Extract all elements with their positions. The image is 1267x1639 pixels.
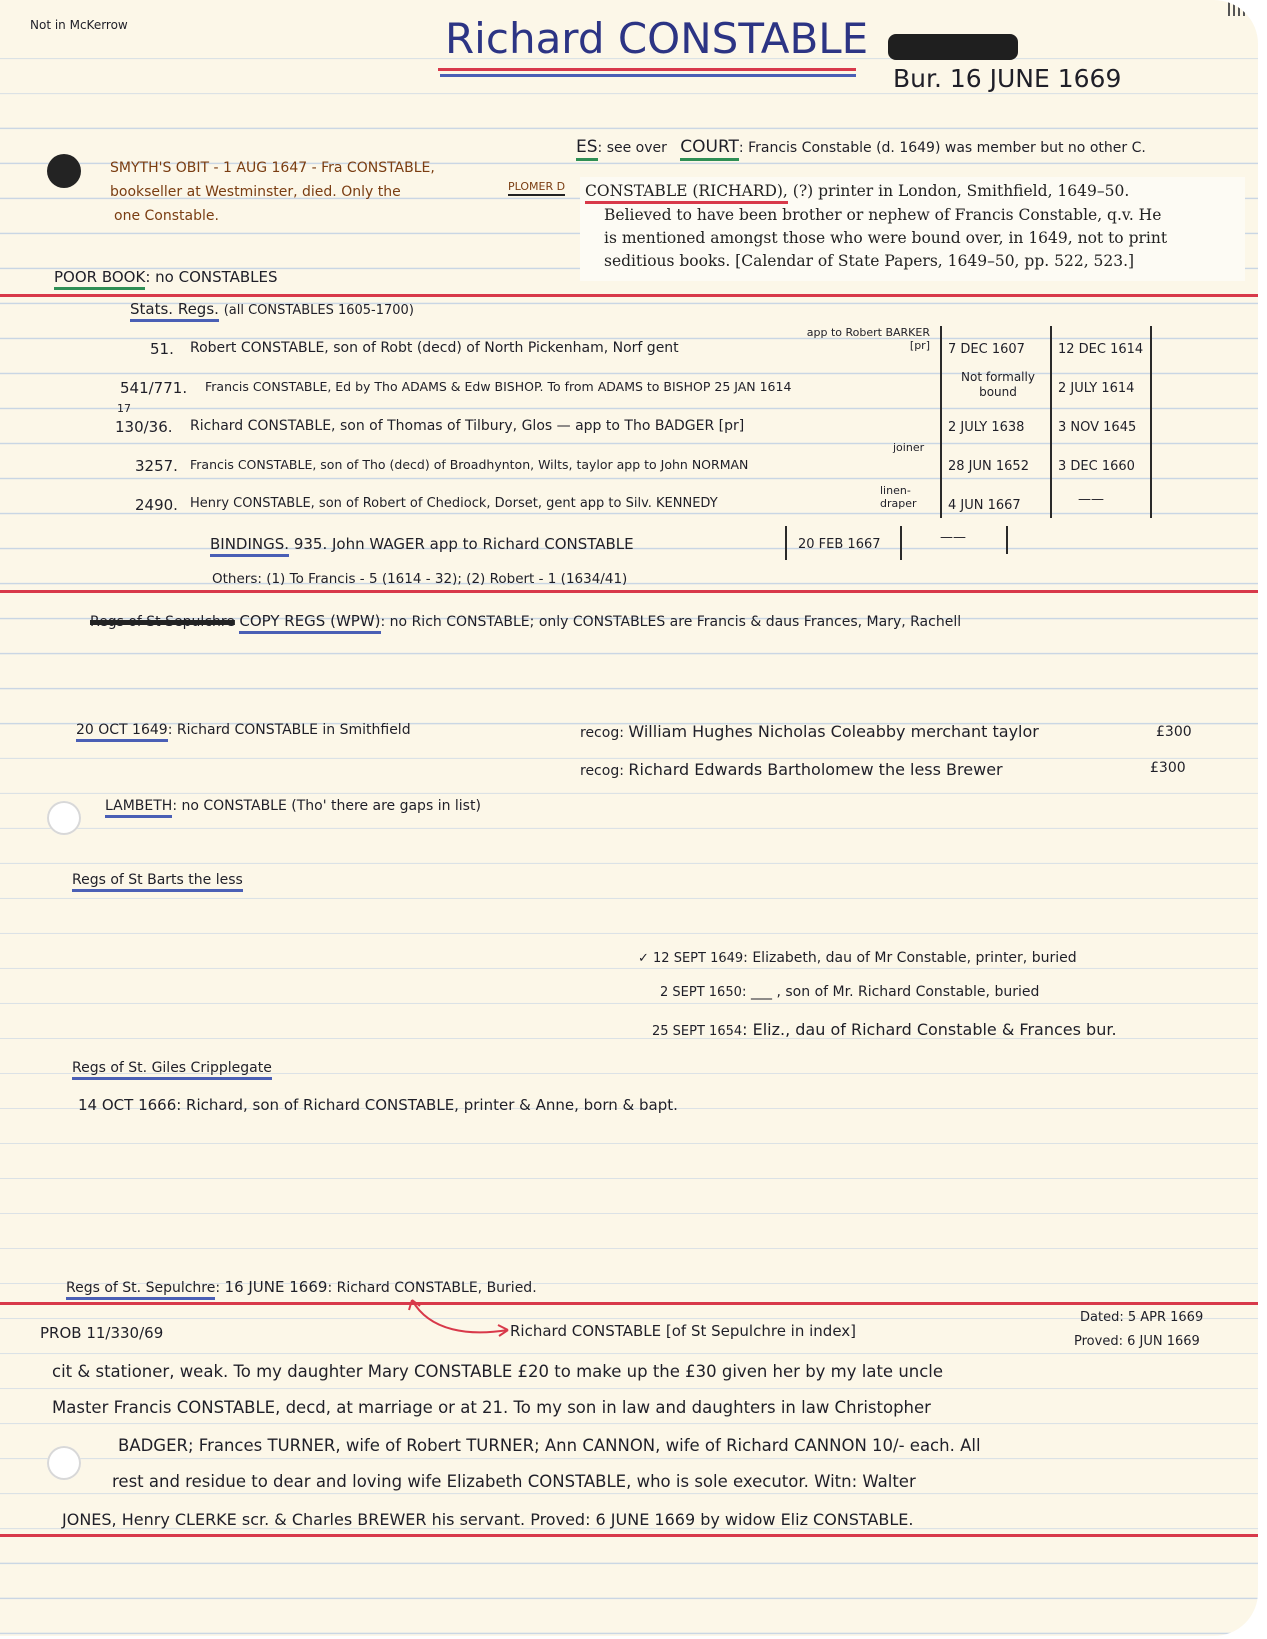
- stats-row-date-2: 2 JULY 1614: [1058, 381, 1135, 396]
- stats-row-text: Richard CONSTABLE, son of Thomas of Tilbury, Glos — app to Tho BADGER [pr]: [190, 418, 745, 434]
- poor-book-line: [54, 268, 278, 286]
- barts-entry-text: : ___ , son of Mr. Richard Constable, buried: [741, 984, 1040, 1000]
- punch-hole: [47, 801, 81, 835]
- bindings-date: 20 FEB 1667: [798, 537, 881, 552]
- stats-row-date-1: 28 JUN 1652: [948, 459, 1029, 474]
- recog-names: William Hughes Nicholas Coleabby merchant taylor: [628, 722, 1039, 741]
- printed-clipping: [580, 177, 1245, 281]
- title-underline-blue: [440, 74, 856, 77]
- clipping-text-1: (?) printer in London, Smithfield, 1649–50.: [792, 182, 1130, 200]
- stats-row-number: 3257.: [135, 457, 178, 475]
- recog-line: [580, 760, 1003, 779]
- punch-hole: [47, 154, 81, 188]
- red-divider: [0, 294, 1258, 297]
- barts-entry-date: 25 SEPT 1654: [652, 1024, 743, 1039]
- struck-heading: Regs of St Sepulchre: [90, 614, 235, 630]
- corner-note: Not in McKerrow: [30, 18, 128, 32]
- clipping-line-4: seditious books. [Calendar of State Papers, 1649–50, pp. 522, 523.]: [604, 252, 1135, 270]
- es-text: : see over: [597, 140, 667, 156]
- copy-regs-text: : no Rich CONSTABLE; only CONSTABLES are Francis & daus Frances, Mary, Rachell: [380, 614, 962, 630]
- sepulchre-line: Regs of St. Sepulchre: 16 JUNE 1669: Richard CONSTABLE, Buried.: [66, 1278, 537, 1296]
- will-line: JONES, Henry CLERKE scr. & Charles BREWER his servant. Proved: 6 JUNE 1669 by widow Eliz CONSTABLE.: [62, 1510, 914, 1529]
- stats-row-number: 130/36.: [115, 418, 173, 436]
- prob-name: Richard CONSTABLE [of St Sepulchre in index]: [510, 1322, 857, 1340]
- recog-prefix: recog:: [580, 725, 624, 741]
- barts-heading: [72, 872, 243, 888]
- stats-row-number: 2490.: [135, 496, 178, 514]
- punch-hole: [47, 1446, 81, 1480]
- stats-row-text: Francis CONSTABLE, son of Tho (decd) of Broadhynton, Wilts, taylor app to John NORMAN: [190, 457, 749, 472]
- barts-label: Regs of St Barts the less: [72, 872, 243, 892]
- recog-amount: £300: [1150, 760, 1186, 776]
- recog-entry-text: : Richard CONSTABLE in Smithfield: [167, 722, 411, 738]
- title-underline-red: [438, 68, 856, 71]
- sepulchre-text: : Richard CONSTABLE, Buried.: [327, 1280, 537, 1296]
- prob-proved: Proved: 6 JUN 1669: [1074, 1334, 1200, 1349]
- stats-regs-label: Stats. Regs.: [130, 300, 219, 322]
- stats-row-text: Robert CONSTABLE, son of Robt (decd) of North Pickenham, Norf gent: [190, 340, 679, 356]
- bindings-text: 935. John WAGER app to Richard CONSTABLE: [293, 535, 634, 553]
- stats-row-number: 541/771.: [120, 379, 188, 397]
- prob-dated: Dated: 5 APR 1669: [1080, 1310, 1204, 1325]
- others-line: Others: (1) To Francis - 5 (1614 - 32); (2) Robert - 1 (1634/41): [212, 571, 628, 587]
- card-edge-marks: [1228, 0, 1258, 16]
- title-surname: CONSTABLE: [617, 14, 869, 63]
- red-divider: [0, 1302, 1258, 1305]
- stats-row-date-2: 3 DEC 1660: [1058, 459, 1135, 474]
- es-court-line: [576, 137, 1146, 157]
- table-rule: [1150, 326, 1152, 518]
- poor-book-label: POOR BOOK: [54, 268, 145, 290]
- lambeth-label: LAMBETH: [105, 798, 172, 818]
- copy-regs-label: COPY REGS (WPW): [239, 612, 380, 634]
- barts-entry: [652, 1020, 1117, 1039]
- red-divider: [0, 590, 1258, 593]
- stats-row-date-1: Not formally bound: [961, 370, 1035, 399]
- court-text: : Francis Constable (d. 1649) was member but no other C.: [738, 140, 1146, 156]
- table-rule: [940, 326, 942, 518]
- bindings-dash: ——: [940, 530, 966, 545]
- smyth-line-3: one Constable.: [114, 208, 219, 224]
- stats-row-date-2: 3 NOV 1645: [1058, 420, 1137, 435]
- clipping-line-2: Believed to have been brother or nephew of Francis Constable, q.v. He: [604, 206, 1162, 224]
- will-line: Master Francis CONSTABLE, decd, at marriage or at 21. To my son in law and daughters in law Christopher: [52, 1398, 931, 1417]
- stats-row-number: 51.: [150, 340, 174, 358]
- table-rule: [1050, 326, 1052, 518]
- giles-label: Regs of St. Giles Cripplegate: [72, 1060, 272, 1080]
- table-rule: [1006, 526, 1008, 554]
- stats-row-date-2: ——: [1078, 492, 1104, 507]
- page-title: [445, 14, 868, 63]
- recog-entry: [76, 722, 411, 738]
- giles-heading: [72, 1060, 272, 1076]
- recog-amount: £300: [1156, 724, 1192, 740]
- stats-regs-heading: [130, 300, 414, 318]
- clipping-line-1: [585, 180, 1240, 202]
- recog-line: [580, 722, 1039, 741]
- smyth-line-2: bookseller at Westminster, died. Only the: [110, 184, 401, 200]
- giles-entry: 14 OCT 1666: Richard, son of Richard CONSTABLE, printer & Anne, born & bapt.: [78, 1096, 678, 1114]
- plomer-label: PLOMER D: [508, 180, 565, 196]
- burial-date: Bur. 16 JUNE 1669: [893, 64, 1122, 93]
- lambeth-text: : no CONSTABLE (Tho' there are gaps in list): [172, 798, 481, 814]
- prob-reference: PROB 11/330/69: [40, 1324, 164, 1342]
- will-line: rest and residue to dear and loving wife Elizabeth CONSTABLE, who is sole executor. Witn: Walter: [112, 1472, 916, 1491]
- barts-entry-text: : Eliz., dau of Richard Constable & Frances bur.: [742, 1020, 1117, 1039]
- barts-entry-date: ✓ 12 SEPT 1649: [638, 951, 744, 966]
- stats-row-extra: app to Robert BARKER [pr]: [806, 326, 930, 352]
- stats-row-date-1: 2 JULY 1638: [948, 420, 1025, 435]
- stats-row-date-2: 12 DEC 1614: [1058, 342, 1144, 357]
- arrow-icon: [400, 1292, 520, 1342]
- bindings-line: [210, 535, 634, 553]
- stats-row-date-1: 7 DEC 1607: [948, 342, 1025, 357]
- barts-entry: [638, 950, 1077, 966]
- stats-row-extra: linen-draper: [880, 484, 917, 510]
- sepulchre-label: Regs of St. Sepulchre: [66, 1280, 215, 1300]
- will-line: BADGER; Frances TURNER, wife of Robert TURNER; Ann CANNON, wife of Richard CANNON 10/- each. All: [118, 1436, 981, 1455]
- stats-row-text: Francis CONSTABLE, Ed by Tho ADAMS & Edw BISHOP. To from ADAMS to BISHOP 25 JAN 1614: [205, 379, 792, 394]
- stats-row-text: Henry CONSTABLE, son of Robert of Chediock, Dorset, gent app to Silv. KENNEDY: [190, 496, 718, 511]
- smyth-obit-note: [110, 156, 435, 228]
- clipping-line-3: is mentioned amongst those who were bound over, in 1649, not to print: [604, 229, 1168, 247]
- recog-names: Richard Edwards Bartholomew the less Brewer: [628, 760, 1003, 779]
- stats-regs-range: (all CONSTABLES 1605-1700): [223, 303, 414, 318]
- stats-row-extra: joiner: [893, 441, 925, 454]
- clipping-heading: CONSTABLE (RICHARD),: [585, 182, 788, 204]
- stats-row-mark: 17: [117, 402, 131, 415]
- title-first-name: Richard: [445, 14, 605, 63]
- lambeth-line: [105, 798, 481, 814]
- bindings-label: BINDINGS.: [210, 535, 289, 557]
- poor-book-text: : no CONSTABLES: [145, 268, 278, 286]
- smyth-line-1: SMYTH'S OBIT - 1 AUG 1647 - Fra CONSTABLE,: [110, 160, 435, 176]
- table-rule: [785, 526, 787, 560]
- redaction-mark: [888, 34, 1018, 60]
- sepulchre-date: 16 JUNE 1669: [224, 1278, 328, 1296]
- table-rule: [900, 526, 902, 560]
- stats-row-date-1: 4 JUN 1667: [948, 498, 1021, 513]
- barts-entry-text: : Elizabeth, dau of Mr Constable, printer, buried: [743, 950, 1077, 966]
- court-label: COURT: [680, 137, 739, 161]
- copy-regs-line: [90, 612, 961, 630]
- red-divider: [0, 1534, 1258, 1537]
- es-label: ES: [576, 137, 598, 161]
- recog-date: 20 OCT 1649: [76, 722, 168, 742]
- barts-entry: [660, 984, 1039, 1000]
- recog-prefix: recog:: [580, 763, 624, 779]
- barts-entry-date: 2 SEPT 1650: [660, 985, 742, 1000]
- will-line: cit & stationer, weak. To my daughter Mary CONSTABLE £20 to make up the £30 given her by my late uncle: [52, 1362, 944, 1381]
